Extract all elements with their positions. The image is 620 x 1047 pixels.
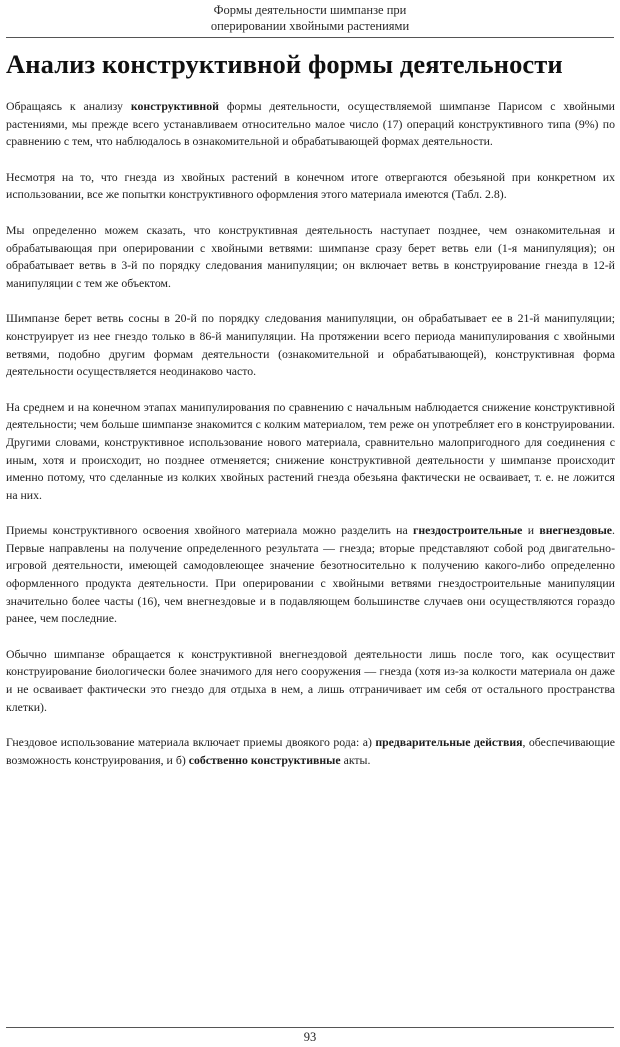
paragraph-2: Несмотря на то, что гнезда из хвойных растений в конечном итоге отвергаются обезьяной при конкретном их использовании, все же попытки конструктивного оформления этого материала имеются (Табл. 2.8). (6, 169, 615, 202)
chapter-title: Анализ конструктивной формы деятельности (6, 49, 563, 79)
running-header (0, 2, 620, 34)
paragraph-4: Шимпанзе берет ветвь сосны в 20-й по порядку следования манипуляции, он обрабатывает ее в 21-й манипуляции; конструирует из нее гнездо только в 86-й манипуляции. На протяжении всего периода манипулирования с хвойными ветвями, подобно другим формам деятельности (ознакомительной и обрабатывающей), конструктивная форма деятельности осуществляется неодинаково часто. (6, 311, 615, 379)
paragraph-3: Мы определенно можем сказать, что конструктивная деятельность наступает позднее, чем ознакомительная и обрабатывающая при оперировании с хвойными ветвями: шимпанзе сразу берет ветвь ели (1-я манипуляция); он обрабатывает ветвь в 3-й по порядку следования манипуляции; он включает ветвь в конструирование гнезда в 12-й манипуляции с тем же объектом. (6, 222, 615, 290)
footer-divider (6, 1027, 614, 1028)
paragraph-6 (6, 522, 615, 628)
paragraph-1-text-cont: формы деятельности, осуществляемой шимпанзе Парисом с хвойными растениями, мы прежде всего устанавливаем относительно малое число (17) операций конструктивного типа (9%) по сравнению с тем, что наблюдалось в ознакомительной и обрабатывающей формах деятельности. (6, 99, 615, 149)
paragraph-8 (6, 734, 615, 769)
paragraph-8-text: Гнездовое использование материала включает приемы двоякого рода: а) (6, 735, 376, 750)
paragraph-8-text-end: акты. (340, 752, 371, 767)
paragraph-6-text-cont: . Первые направлены на получение определенного результата — гнезда; вторые представляют собой род двигательно-игровой деятельности, имеющей самодовлеющее значение безотносительно к получению какого-либо определенно оформленного продукта деятельности. При оперировании с хвойными ветвями гнездостроительные манипуляции значительно более часты (16), чем внегнездовые и в подавляющем большинстве случаев они осуществляются гораздо ранее, чем последние. (6, 523, 615, 626)
running-header-line-2: оперировании хвойными растениями (210, 19, 410, 33)
body-text (6, 98, 615, 787)
bold-term-non-nest: внегнездовые (539, 523, 613, 538)
paragraph-1-text: Обращаясь к анализу (6, 99, 131, 113)
bold-term-preliminary-actions: предварительные действия (375, 735, 523, 750)
paragraph-6-conjunction: и (522, 523, 540, 538)
bold-term-constructive-acts: собственно конструктивные (188, 752, 341, 767)
bold-term-nest-building: гнездостроительные (413, 523, 523, 538)
page-number: 93 (303, 1030, 317, 1044)
paragraph-1 (6, 98, 615, 151)
bold-term-constructive: конструктивной (130, 99, 219, 113)
paragraph-8-text-mid: , обеспечивающие возможность конструирования, и б) (6, 735, 616, 767)
paragraph-5: На среднем и на конечном этапах манипулирования по сравнению с начальным наблюдается снижение конструктивной деятельности; чем больше шимпанзе знакомится с колким материалом, тем реже он употребляет его в конструировании. Другими словами, конструктивное использование нового материала, сравнительно малопригодного для соединения с иным, хотя и происходит, но позднее отменяется; снижение конструктивной деятельности у шимпанзе происходит именно потому, что сделанные из колких хвойных растений гнезда обезьяна фактически не осваивает, т. е. не ложится на них. (6, 399, 615, 502)
paragraph-6-text: Приемы конструктивного освоения хвойного материала можно разделить на (6, 523, 414, 538)
paragraph-7: Обычно шимпанзе обращается к конструктивной внегнездовой деятельности лишь после того, как осуществит конструирование биологически более значимого для него сооружения — гнезда (хотя из-за колкости материала он даже и не осваивает фактически это гнездо для отдыха в нем, а лишь отграничивает им себя от остального пространства клетки). (6, 646, 615, 714)
running-header-line-1: Формы деятельности шимпанзе при (213, 3, 407, 17)
header-divider (6, 37, 614, 38)
